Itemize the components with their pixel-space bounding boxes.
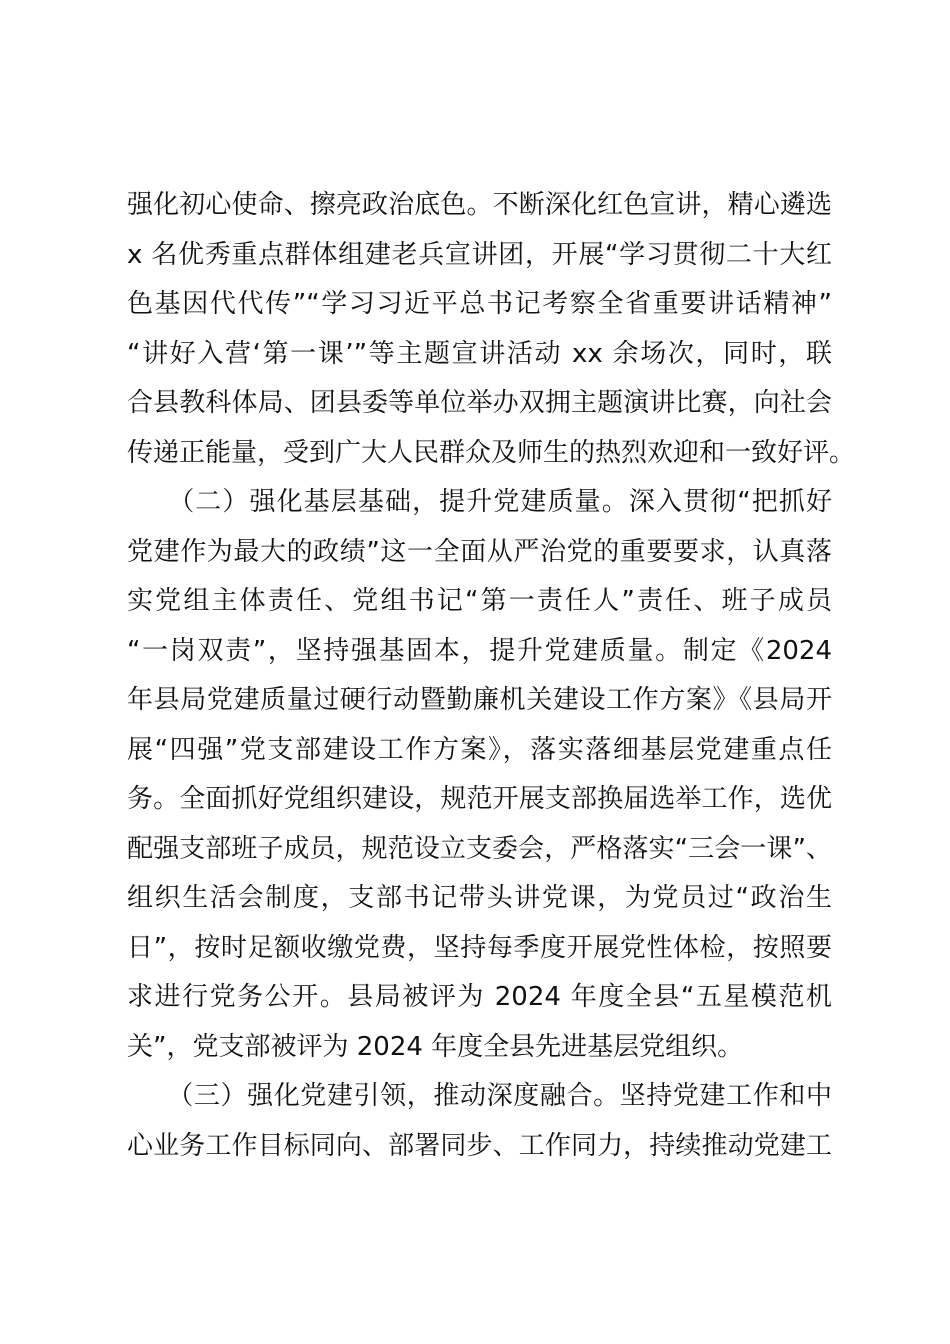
- text-line: 年县局党建质量过硬行动暨勤廉机关建设工作方案》《县局开: [127, 685, 832, 715]
- text-line: 色基因代代传”“学习习近平总书记考察全省重要讲话精神”: [127, 289, 832, 319]
- section-heading-line: （三）强化党建引领，推动深度融合。坚持党建工作和中: [127, 1081, 832, 1111]
- text-line: x 名优秀重点群体组建老兵宣讲团，开展“学习贯彻二十大红: [127, 239, 832, 270]
- text-line: 求进行党务公开。县局被评为 2024 年度全县“五星模范机: [127, 982, 832, 1012]
- text-line: “讲好入营‘第一课’”等主题宣讲活动 xx 余场次，同时，联: [127, 338, 832, 369]
- text-line: 关”，党支部被评为 2024 年度全县先进基层党组织。: [127, 1031, 744, 1062]
- text-line: 合县教科体局、团县委等单位举办双拥主题演讲比赛，向社会: [127, 388, 832, 418]
- text-line: “一岗双责”，坚持强基固本，提升党建质量。制定《2024: [127, 635, 832, 666]
- text-line: 强化初心使命、擦亮政治底色。不断深化红色宣讲，精心遴选: [127, 190, 832, 220]
- body-text: [127, 181, 856, 1171]
- text-line: 展“四强”党支部建设工作方案》，落实落细基层党建重点任: [127, 734, 832, 765]
- text-line: 配强支部班子成员，规范设立支委会，严格落实“三会一课”、: [127, 833, 832, 864]
- text-line: 实党组主体责任、党组书记“第一责任人”责任、班子成员: [127, 586, 832, 616]
- section-heading-line: （二）强化基层基础，提升党建质量。深入贯彻“把抓好: [127, 487, 832, 517]
- text-line: 务。全面抓好党组织建设，规范开展支部换届选举工作，选优: [127, 784, 832, 814]
- text-line: 心业务工作目标同向、部署同步、工作同力，持续推动党建工: [127, 1130, 832, 1161]
- text-line: 组织生活会制度，支部书记带头讲党课，为党员过“政治生: [127, 883, 832, 913]
- text-line: 党建作为最大的政绩”这一全面从严治党的重要要求，认真落: [127, 536, 832, 567]
- text-line: 日”，按时足额收缴党费，坚持每季度开展党性体检，按照要: [127, 932, 832, 963]
- text-line: 传递正能量，受到广大人民群众及师生的热烈欢迎和一致好评。: [127, 437, 856, 468]
